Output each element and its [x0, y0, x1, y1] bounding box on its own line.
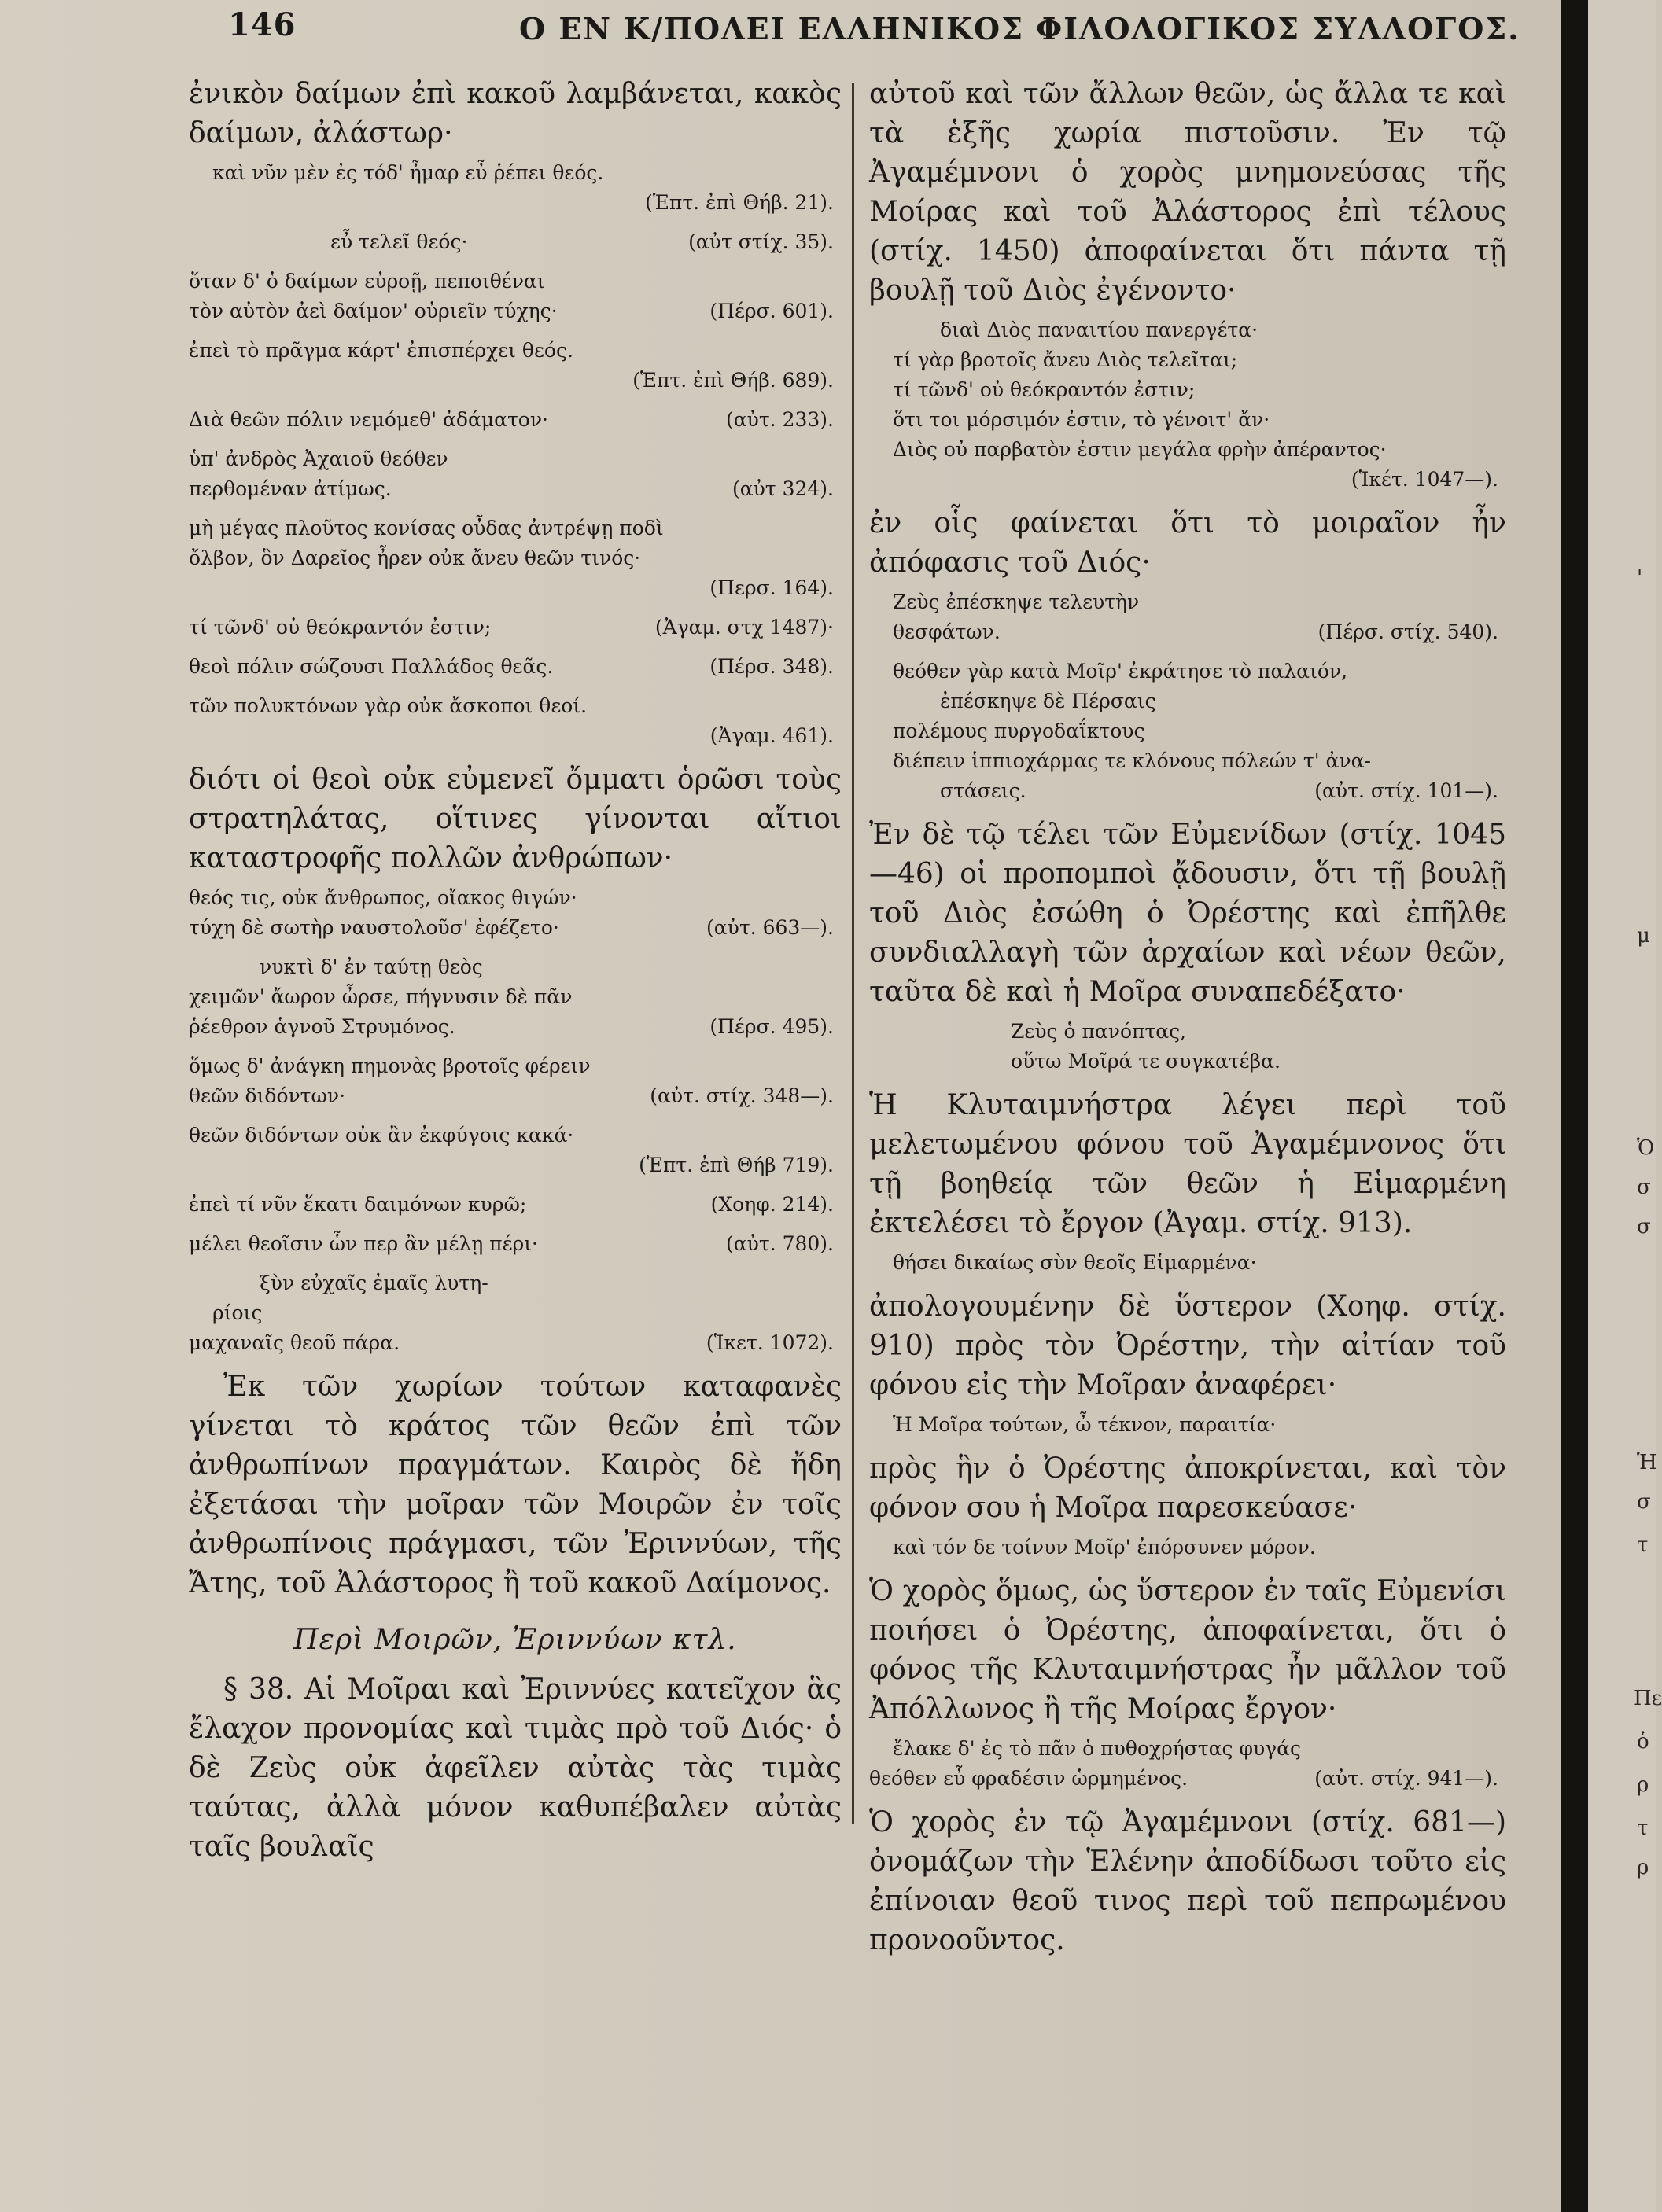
facing-page-edge	[1588, 0, 1662, 2212]
quote-line: νυκτὶ δ' ἐν ταύτῃ θεὸς	[260, 955, 483, 978]
margin-fragment: ρ	[1637, 1856, 1649, 1879]
running-title: Ο ΕΝ Κ/ΠΟΛΕΙ ΕΛΛΗΝΙΚΟΣ ΦΙΛΟΛΟΓΙΚΟΣ ΣΥΛΛΟΓΟΣ.	[519, 11, 1520, 46]
citation: (αὐτ. 233).	[726, 408, 834, 431]
section-paragraph: § 38. Αἱ Μοῖραι καὶ Ἐριννύες κατεῖχον ἃς ἔλαχον προνομίας καὶ τιμὰς πρὸ τοῦ Διός· ὁ δὲ Ζεὺς οὐκ ἀφεῖλεν αὐτὰς τὰς τιμὰς ταύτας, ἀλλὰ μόνον καθυπέβαλεν αὐτὰς ταῖς βουλαῖς	[189, 1673, 842, 1863]
quote-line: στάσεις.	[940, 779, 1026, 802]
quotation	[189, 1268, 842, 1358]
right-column	[869, 75, 1506, 1965]
quote-line: Ζεὺς ἐπέσκηψε τελευτὴν	[893, 591, 1140, 613]
quotation	[189, 1121, 842, 1180]
quote-line: πολέμους πυργοδαΐκτους	[893, 720, 1145, 742]
quote-line: ρίοις	[212, 1301, 263, 1324]
quote-line: ἐπέσκηψε δὲ Πέρσαις	[940, 690, 1156, 712]
citation: (αὐτ. 663—).	[706, 916, 834, 939]
quote-line: μὴ μέγας πλοῦτος κονίσας οὖδας ἀντρέψῃ ποδὶ	[189, 517, 664, 539]
quotation	[869, 657, 1506, 806]
quotation	[189, 227, 842, 257]
quotation	[189, 1229, 842, 1259]
paragraph: Ἐκ τῶν χωρίων τούτων καταφανὲς γίνεται τὸ κράτος τῶν θεῶν ἐπὶ τῶν ἀνθρωπίνων πραγμάτων. Καιρὸς δὲ ἤδη ἐξετάσαι τὴν μοῖραν τῶν Μοιρῶν ἐν τοῖς ἀνθρωπίνοις πράγμασι, τῶν Ἐριννύων, τῆς Ἄτης, τοῦ Ἀλάστορος ἢ τοῦ κακοῦ Δαίμονος.	[189, 1371, 842, 1599]
citation: (Χοηφ. 214).	[710, 1193, 834, 1216]
section-heading: Περὶ Μοιρῶν, Ἐριννύων κτλ.	[293, 1624, 737, 1656]
margin-fragment: σ	[1637, 1176, 1651, 1199]
quote-line: θεῶν διδόντων·	[189, 1084, 346, 1107]
citation: (Ἀγαμ. 461).	[709, 724, 834, 747]
citation: (Ἱκέτ. 1047—).	[1351, 468, 1498, 491]
left-column	[189, 75, 842, 1872]
citation: (Περσ. 164).	[709, 576, 834, 599]
citation: (Ἱκετ. 1072).	[706, 1331, 834, 1354]
quote-line: οὕτω Μοῖρά τε συγκατέβα.	[1011, 1050, 1281, 1073]
quote-line: μαχαναῖς θεοῦ πάρα.	[189, 1331, 400, 1354]
citation: (Ἀγαμ. στχ 1487)·	[654, 616, 834, 639]
quotation	[869, 587, 1506, 647]
margin-fragment: Πε	[1634, 1687, 1662, 1710]
margin-fragment: τ	[1637, 1816, 1649, 1840]
margin-fragment: ρ	[1637, 1773, 1649, 1797]
paragraph: πρὸς ἣν ὁ Ὀρέστης ἀποκρίνεται, καὶ τὸν φόνον σου ἡ Μοῖρα παρεσκεύασε·	[869, 1452, 1506, 1524]
quotation	[189, 1190, 842, 1220]
quotation	[189, 691, 842, 751]
quote-line: διαὶ Διὸς παναιτίου πανεργέτα·	[940, 318, 1258, 341]
quote-line: Ζεὺς ὁ πανόπτας,	[1011, 1020, 1187, 1043]
quotation	[189, 158, 842, 218]
quote-line: τί γὰρ βροτοῖς ἄνευ Διὸς τελεῖται;	[893, 348, 1238, 371]
quotation	[189, 444, 842, 504]
quote-line: τύχη δὲ σωτὴρ ναυστολοῦσ' ἐφέζετο·	[189, 916, 559, 939]
quote-line: ὅμως δ' ἀνάγκη πημονὰς βροτοῖς φέρειν	[189, 1054, 591, 1077]
quotation	[189, 652, 842, 682]
margin-fragment: σ	[1637, 1490, 1651, 1514]
quote-line: θήσει δικαίως σὺν θεοῖς Εἱμαρμένα·	[893, 1251, 1257, 1274]
quote-line: καὶ τόν δε τοίνυν Μοῖρ' ἐπόρσυνεν μόρον.	[893, 1536, 1316, 1559]
margin-fragment: τ	[1637, 1533, 1649, 1557]
paragraph: αὐτοῦ καὶ τῶν ἄλλων θεῶν, ὡς ἄλλα τε καὶ τὰ ἑξῆς χωρία πιστοῦσιν. Ἐν τῷ Ἀγαμέμνονι ὁ χορὸς μνημονεύσας τῆς Μοίρας καὶ τοῦ Ἀλάστορος ἐπὶ τέλους (στίχ. 1450) ἀποφαίνεται ὅτι πάντα τῇ βουλῇ τοῦ Διὸς ἐγένοντο·	[869, 78, 1506, 307]
margin-fragment: ὁ	[1637, 1730, 1649, 1754]
citation: (αὐτ. στίχ. 101—).	[1314, 779, 1498, 802]
margin-fragment: '	[1637, 566, 1643, 590]
quote-line: τῶν πολυκτόνων γὰρ οὐκ ἄσκοποι θεοί.	[189, 694, 588, 717]
citation: (Ἑπτ. ἐπὶ Θήβ 719).	[639, 1154, 834, 1176]
quotation	[869, 1734, 1506, 1794]
quotation	[189, 883, 842, 943]
quote-line: ῥέεθρον ἁγνοῦ Στρυμόνος.	[189, 1015, 455, 1038]
quotation	[189, 952, 842, 1042]
paragraph: Ἐν δὲ τῷ τέλει τῶν Εὐμενίδων (στίχ. 1045—46) οἱ προπομποὶ ᾄδουσιν, ὅτι τῇ βουλῇ τοῦ Διὸς ἐσώθη ὁ Ὀρέστης καὶ ἐπῆλθε συνδιαλλαγὴ τῶν ἀρχαίων καὶ νέων θεῶν, ταῦτα δὲ καὶ ἡ Μοῖρα συναπεδέξατο·	[869, 819, 1506, 1008]
citation: (Πέρσ. στίχ. 540).	[1317, 620, 1498, 643]
margin-fragment: σ	[1637, 1215, 1651, 1238]
citation: (Πέρσ. 495).	[709, 1015, 834, 1038]
quotation	[189, 336, 842, 396]
quote-line: Διὰ θεῶν πόλιν νεμόμεθ' ἀδάματον·	[189, 408, 548, 431]
quote-line: τί τῶνδ' οὐ θεόκραντόν ἐστιν;	[189, 616, 492, 639]
paragraph: διότι οἱ θεοὶ οὐκ εὐμενεῖ ὄμματι ὁρῶσι τοὺς στρατηλάτας, οἵτινες γίνονται αἴτιοι καταστροφῆς πολλῶν ἀνθρώπων·	[189, 764, 842, 874]
quote-line: διέπειν ἱππιοχάρμας τε κλόνους πόλεών τ' ἀνα-	[893, 749, 1371, 772]
margin-fragment: μ	[1637, 924, 1650, 948]
page-number: 146	[228, 6, 297, 43]
quote-line: ἐπεὶ τὸ πρᾶγμα κάρτ' ἐπισπέρχει θεός.	[189, 339, 573, 362]
book-gutter	[1561, 0, 1588, 2212]
quote-line: χειμῶν' ἄωρον ὦρσε, πήγνυσιν δὲ πᾶν	[189, 985, 573, 1008]
quotation	[869, 1533, 1506, 1562]
page-header	[228, 6, 1581, 53]
quote-line: ὑπ' ἀνδρὸς Ἀχαιοῦ θεόθεν	[189, 447, 448, 470]
citation: (Ἑπτ. ἐπὶ Θήβ. 689).	[632, 369, 834, 392]
quotation	[869, 1017, 1506, 1077]
quotation	[189, 613, 842, 642]
quote-line: θεόθεν εὖ φραδέσιν ὡρμημένος.	[869, 1767, 1188, 1790]
quote-line: ὅταν δ' ὁ δαίμων εὐροῇ, πεποιθέναι	[189, 270, 545, 293]
quote-line: ξὺν εὐχαῖς ἐμαῖς λυτη-	[260, 1272, 488, 1294]
quote-line: θεός τις, οὐκ ἄνθρωπος, οἴακος θιγών·	[189, 886, 577, 909]
citation: (αὐτ. 780).	[726, 1232, 834, 1255]
quote-line: Διὸς οὐ παρβατὸν ἐστιν μεγάλα φρὴν ἀπέραντος·	[893, 438, 1387, 461]
quotation	[189, 405, 842, 435]
quote-line: ἔλακε δ' ἐς τὸ πᾶν ὁ πυθοχρήστας φυγάς	[893, 1737, 1301, 1760]
quote-line: ὄλβον, ὃν Δαρεῖος ἦρεν οὐκ ἄνευ θεῶν τινός·	[189, 547, 641, 569]
quotation	[189, 267, 842, 326]
citation: (αὐτ. στίχ. 941—).	[1314, 1767, 1498, 1790]
quote-line: ὅτι τοι μόρσιμόν ἐστιν, τὸ γένοιτ' ἄν·	[893, 408, 1270, 431]
quotation	[189, 513, 842, 603]
column-rule	[852, 83, 854, 1824]
citation: (Ἑπτ. ἐπὶ Θήβ. 21).	[645, 191, 834, 214]
quote-line: ἐπεὶ τί νῦν ἕκατι δαιμόνων κυρῶ;	[189, 1193, 527, 1216]
quote-line: εὖ τελεῖ θεός·	[330, 230, 468, 253]
paragraph: Ὁ χορὸς ἐν τῷ Ἀγαμέμνονι (στίχ. 681—) ὀνομάζων τὴν Ἑλένην ἀποδίδωσι τοῦτο εἰς ἐπίνοιαν θεοῦ τινος περὶ τοῦ πεπρωμένου προνοοῦντος.	[869, 1806, 1506, 1956]
quote-line: μέλει θεοῖσιν ὧν περ ἂν μέλῃ πέρι·	[189, 1232, 538, 1255]
quote-line: Ἡ Μοῖρα τούτων, ὦ τέκνον, παραιτία·	[893, 1413, 1277, 1436]
quotation	[869, 1410, 1506, 1440]
margin-fragment: Ἡ	[1637, 1451, 1657, 1474]
margin-fragment: Ὁ	[1637, 1136, 1655, 1160]
quote-line: θεόθεν γὰρ κατὰ Μοῖρ' ἐκράτησε τὸ παλαιόν,	[893, 660, 1348, 683]
quote-line: θεσφάτων.	[893, 620, 1001, 643]
paragraph: Ὁ χορὸς ὅμως, ὡς ὕστερον ἐν ταῖς Εὐμενίσι ποιήσει ὁ Ὀρέστης, ἀποφαίνεται, ὅτι ὁ φόνος τῆς Κλυταιμνήστρας ἦν μᾶλλον τοῦ Ἀπόλλωνος ἢ τῆς Μοίρας ἔργον·	[869, 1575, 1506, 1725]
paragraph: ἀπολογουμένην δὲ ὕστερον (Χοηφ. στίχ. 910) πρὸς τὸν Ὀρέστην, τὴν αἰτίαν τοῦ φόνου εἰς τὴν Μοῖραν ἀναφέρει·	[869, 1290, 1506, 1401]
paragraph: Ἡ Κλυταιμνήστρα λέγει περὶ τοῦ μελετωμένου φόνου τοῦ Ἀγαμέμνονος ὅτι τῇ βοηθείᾳ τῶν θεῶν ἡ Εἱμαρμένη ἐκτελέσει τὸ ἔργον (Ἀγαμ. στίχ. 913).	[869, 1089, 1506, 1239]
quotation	[869, 1248, 1506, 1278]
quote-line: θεοὶ πόλιν σώζουσι Παλλάδος θεᾶς.	[189, 655, 554, 678]
paragraph: ἐνικὸν δαίμων ἐπὶ κακοῦ λαμβάνεται, κακὸς δαίμων, ἀλάστωρ·	[189, 78, 842, 149]
citation: (Πέρσ. 601).	[709, 300, 834, 322]
quotation	[189, 1051, 842, 1111]
paragraph: ἐν οἷς φαίνεται ὅτι τὸ μοιραῖον ἦν ἀπόφασις τοῦ Διός·	[869, 507, 1506, 579]
citation: (αὐτ. στίχ. 348—).	[650, 1084, 834, 1107]
citation: (αὐτ στίχ. 35).	[688, 230, 834, 253]
quote-line: περθομέναν ἀτίμως.	[189, 477, 392, 500]
quote-line: τὸν αὐτὸν ἀεὶ δαίμον' οὐριεῖν τύχης·	[189, 300, 558, 322]
quote-line: καὶ νῦν μὲν ἐς τόδ' ἦμαρ εὖ ῥέπει θεός.	[212, 161, 604, 184]
quote-line: θεῶν διδόντων οὐκ ἂν ἐκφύγοις κακά·	[189, 1124, 574, 1146]
citation: (Πέρσ. 348).	[709, 655, 834, 678]
quote-line: τί τῶνδ' οὐ θεόκραντόν ἐστιν;	[893, 378, 1196, 401]
citation: (αὐτ 324).	[732, 477, 834, 500]
quotation	[869, 315, 1506, 495]
